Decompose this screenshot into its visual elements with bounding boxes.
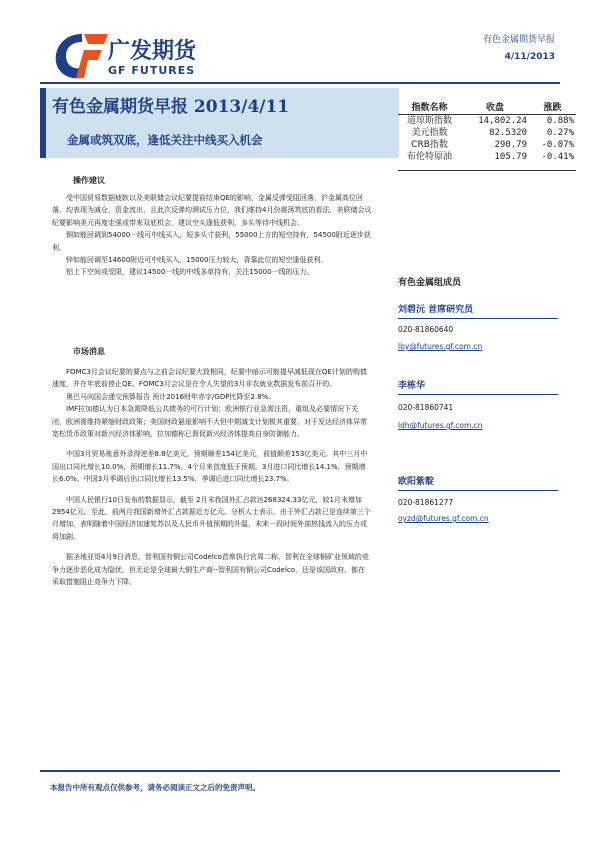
- member-divider: [398, 490, 558, 491]
- index-table: [398, 100, 576, 163]
- footer-divider: [40, 770, 560, 772]
- paragraph: 中国人民银行10日发布的数据显示，截至 2月末我国外汇占款达268324.33亿元，较1月末增加2954亿元。至此，前两月我国新增外汇占款据近万亿元。分析人士表示，由于外汇占款已是连续第三个月增加，表明随着中国经济加速复苏以及人民币升值预期的升温，未来一段时间外部热钱流入的压力或将加剧。: [52, 495, 371, 541]
- member-name: 李栋华: [398, 381, 426, 391]
- section-title-advice: 操作建议: [73, 176, 105, 185]
- paragraph: 中国3月贸易账意外录得逆差8.8亿美元，预期顺差154亿美元，前值顺差153亿美元。其中三月中国出口同比增长10.0%，预期增长11.7%，4个月来首度低于预期。3月进口同比增长14.1%，预期增长6.0%。中国3月季调后出口同比增长13.5%，季调后进口同比增长23.7%。: [52, 450, 368, 484]
- index-close: 105.79: [494, 152, 527, 162]
- news-body: [52, 366, 372, 589]
- footer-disclaimer: 本报告中所有观点仅供参考，请务必阅读正文之后的免责声明。: [50, 783, 260, 792]
- header-date: 4/11/2013: [504, 52, 555, 62]
- paragraph: 受中国贸易数据疲软以及美联储会议纪要提前结束QE的影响，金属反弹受阻回落，沪金属高位回落，均表现为减仓，资金流出，且此次反弹均测试压力位，我们维持4月份震荡筑底的看法，美联储会议纪要影响美元再度走强或带来双底机会，建议空头逢低获利，多头等待中线机会。: [52, 194, 372, 227]
- paragraph: FOMC3月会议纪要的要点与之前会议纪要大致相同，纪要中暗示可能提早减低现在QE计划的购债速度，并在年底前停止QE。FOMC3月会议是在令人失望的3月非农就业数据发布前召开的。: [52, 368, 367, 389]
- index-name: 道琼斯指数: [407, 116, 453, 126]
- report-subtitle: 金属或筑双底，逢低关注中线买入机会: [67, 133, 263, 147]
- header-divider: [40, 82, 560, 84]
- logo-name: 广发期货: [108, 39, 197, 64]
- header-report-name: 有色金属期货早报: [482, 35, 555, 45]
- paragraph: 铝上下空间或受限，建议14500一线的中线多单持有，关注15000一线的压力。: [66, 268, 314, 277]
- index-change: -0.41%: [541, 152, 574, 162]
- col-header-name: 指数名称: [398, 100, 461, 115]
- member-phone: 020-81861277: [398, 498, 454, 507]
- table-row: [398, 139, 576, 151]
- index-close: 290.79: [494, 140, 527, 150]
- col-header-change: 涨跌: [529, 100, 576, 115]
- gf-logo-icon: [52, 30, 112, 82]
- report-title: 有色金属期货早报 2013/4/11: [52, 97, 290, 117]
- index-change: 0.27%: [546, 128, 574, 138]
- table-bottom-rule: [398, 170, 576, 171]
- logo-subtitle: GF FUTURES: [108, 64, 196, 77]
- member-name: 刘碧沅 首席研究员: [398, 305, 474, 315]
- table-row: [398, 127, 576, 139]
- index-name: 布伦特原油: [407, 152, 453, 162]
- section-title-news: 市场消息: [73, 347, 105, 356]
- index-change: -0.07%: [541, 140, 574, 150]
- index-change: 0.88%: [546, 116, 574, 126]
- index-close: 14,802.24: [478, 116, 527, 126]
- paragraph: 铜如能回调到54000一线可中线买入，短多头寸获利，55000上方的短空持有，54500附近逐步获利。: [52, 231, 371, 252]
- advice-body: [52, 192, 372, 279]
- member-name: 欧阳紫靛: [398, 477, 435, 487]
- team-title: 有色金属组成员: [398, 278, 462, 288]
- index-name: 美元指数: [411, 128, 448, 138]
- index-name: CRB指数: [411, 140, 448, 150]
- table-row: [398, 115, 576, 128]
- paragraph: 奥巴马向国会递交预算报告 预计2016财年赤字/GDP比降至2.8%.: [66, 392, 271, 401]
- member-phone: 020-81860741: [398, 403, 454, 412]
- member-divider: [398, 318, 558, 319]
- index-table-header: [398, 100, 576, 115]
- col-header-close: 收盘: [461, 100, 529, 115]
- table-row: [398, 151, 576, 163]
- member-phone: 020-81860640: [398, 325, 454, 334]
- member-divider: [398, 394, 558, 395]
- paragraph: 据圣地亚哥4月9日消息，智利国有铜公司Codelco首席执行官周二称，智利在全球铜矿业领域的竞争力逐步恶化成为隐忧，但无论是全球最大铜生产商--智利国有铜公司Codelco，还是该国政府，都在采取措施阻止竞争力下降。: [52, 553, 369, 587]
- gf-futures-logo: [52, 30, 252, 90]
- member-email-link[interactable]: ldh@futures.gf.com.cn: [398, 421, 483, 430]
- member-email-link[interactable]: lby@futures.gf.com.cn: [398, 342, 483, 351]
- index-close: 82.5320: [489, 128, 527, 138]
- member-email-link[interactable]: oyzd@futures.gf.com.cn: [398, 514, 489, 523]
- paragraph: 锌如能回调至14600附近可中线买入，15000压力较大，背靠此位的短空逢低获利。: [66, 256, 328, 265]
- paragraph: IMF拉加德认为日本急需降低公共债务的可行计划；欧洲银行业急需注资，重组及必要情况下关闭，欧洲需维持紧缩财政政策；美国财政悬崖影响不大但中期减支计划极其重要。对于发达经济体异常宽松货币政策对新兴经济体影响，拉加德称已督促新兴经济体提高自身防御能力。: [52, 405, 367, 439]
